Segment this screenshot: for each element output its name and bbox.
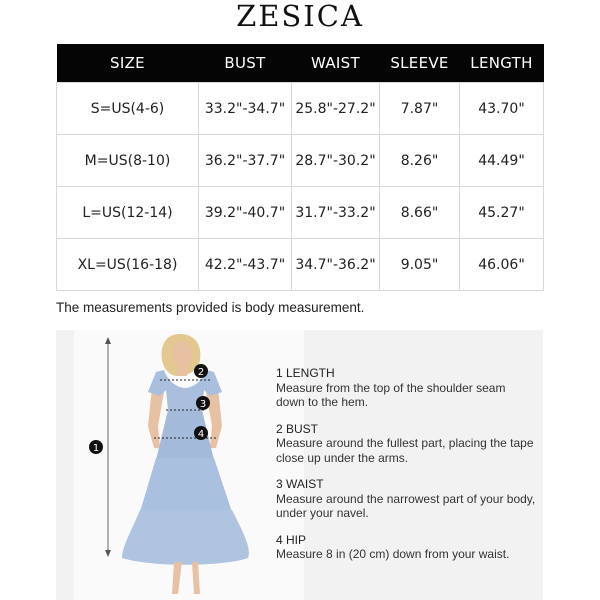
length-arrow (105, 337, 111, 557)
instruction-bust (276, 422, 536, 466)
header-sleeve: SLEEVE (380, 44, 460, 83)
cell-waist: 34.7"-36.2" (292, 239, 380, 291)
instruction-length (276, 366, 536, 410)
table-row (57, 83, 544, 135)
instruction-waist (276, 477, 536, 521)
cell-length: 45.27" (460, 187, 544, 239)
instruction-text: Measure from the top of the shoulder seam down to the hem. (276, 380, 506, 409)
table-header-row (57, 44, 544, 83)
cell-size: S=US(4-6) (57, 83, 199, 135)
svg-text:1: 1 (92, 443, 100, 454)
cell-sleeve: 9.05" (380, 239, 460, 291)
cell-bust: 33.2"-34.7" (199, 83, 292, 135)
model-dress-illustration (56, 330, 306, 600)
table-row (57, 135, 544, 187)
cell-size: XL=US(16-18) (57, 239, 199, 291)
dress-skirt-lower (122, 510, 249, 565)
instruction-text: Measure 8 in (20 cm) down from your waist. (276, 547, 510, 561)
cell-bust: 42.2"-43.7" (199, 239, 292, 291)
cell-length: 46.06" (460, 239, 544, 291)
instruction-hip (276, 533, 536, 562)
marker-waist (196, 396, 210, 410)
cell-waist: 25.8"-27.2" (292, 83, 380, 135)
marker-hip (194, 426, 208, 440)
cell-length: 43.70" (460, 83, 544, 135)
size-chart-table (56, 44, 544, 291)
instruction-text: Measure around the narrowest part of your body, under your navel. (276, 491, 536, 520)
instruction-text: Measure around the fullest part, placing the tape close up under the arms. (276, 436, 534, 465)
marker-length (89, 440, 103, 454)
cell-size: M=US(8-10) (57, 135, 199, 187)
neck-shape (177, 364, 187, 376)
table-row (57, 187, 544, 239)
table-row (57, 239, 544, 291)
dress-skirt-middle (140, 458, 232, 512)
cell-length: 44.49" (460, 135, 544, 187)
instruction-title: 1 LENGTH (276, 366, 335, 380)
header-waist: WAIST (292, 44, 380, 83)
header-bust: BUST (199, 44, 292, 83)
header-size: SIZE (57, 44, 199, 83)
cell-size: L=US(12-14) (57, 187, 199, 239)
face-shape (172, 341, 192, 367)
header-length: LENGTH (460, 44, 544, 83)
cell-sleeve: 8.66" (380, 187, 460, 239)
brand-logo: ZESICA (236, 0, 364, 33)
measurement-note: The measurements provided is body measurement. (56, 300, 365, 315)
cell-sleeve: 8.26" (380, 135, 460, 187)
cell-waist: 28.7"-30.2" (292, 135, 380, 187)
cell-waist: 31.7"-33.2" (292, 187, 380, 239)
instruction-title: 2 BUST (276, 421, 319, 436)
measurement-instructions (276, 366, 536, 574)
svg-text:2: 2 (197, 367, 205, 378)
legs-shape (172, 562, 200, 594)
instruction-title: 4 HIP (276, 532, 307, 547)
cell-sleeve: 7.87" (380, 83, 460, 135)
marker-bust (194, 364, 208, 378)
svg-text:3: 3 (199, 399, 207, 410)
instruction-title: 3 WAIST (276, 477, 324, 491)
cell-bust: 36.2"-37.7" (199, 135, 292, 187)
svg-text:4: 4 (197, 429, 205, 440)
cell-bust: 39.2"-40.7" (199, 187, 292, 239)
